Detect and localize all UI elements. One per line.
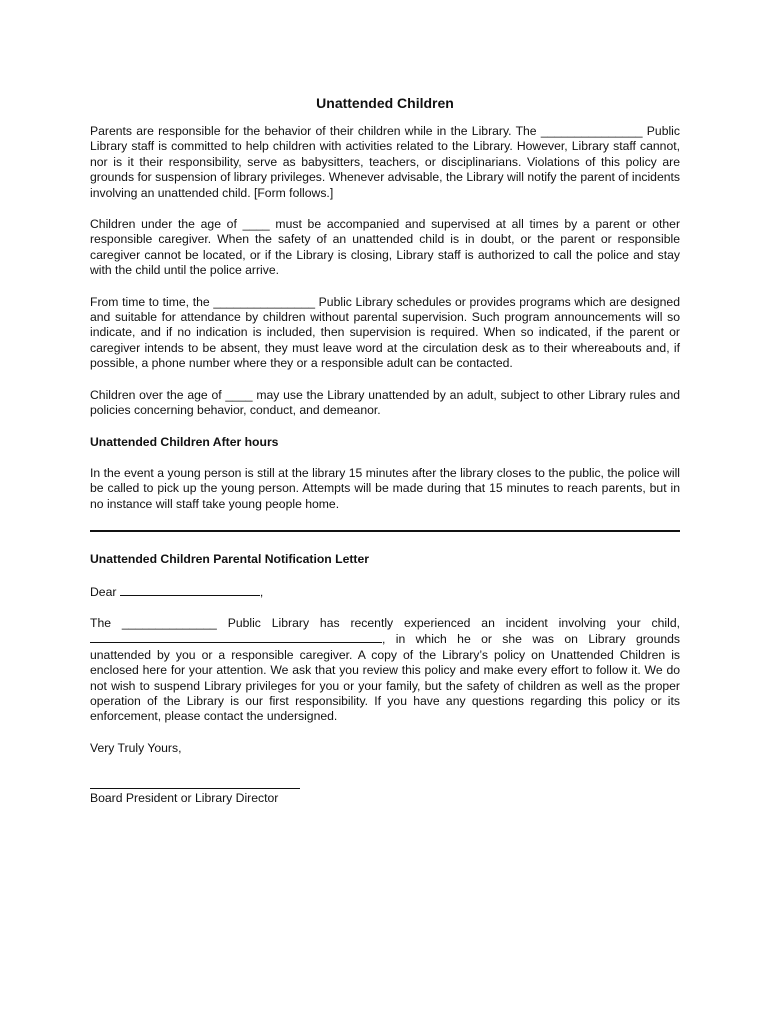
paragraph-text: must be accompanied and supervised at all times by a parent or other responsible caregiver. When the safety of an unattended child is in doubt, or the parent or responsible caregiver cannot be located, or if the Library is closing, Library staff is authorized to call the police and stay with the child until the police arrive.: [90, 217, 681, 278]
salutation-text: Dear: [90, 584, 117, 599]
section-heading-letter: Unattended Children Parental Notification Letter: [90, 552, 369, 567]
paragraph-text: Children under the age of: [90, 217, 237, 232]
document-title: Unattended Children: [316, 95, 454, 111]
salutation-line: [90, 584, 680, 600]
paragraph-text: Children over the age of: [90, 387, 222, 402]
signature-title: Board President or Library Director: [90, 791, 279, 806]
letter-body: [90, 616, 680, 725]
document-page: [90, 90, 680, 807]
age-blank[interactable]: ____: [242, 217, 270, 232]
paragraph-text: From time to time, the: [90, 294, 210, 309]
paragraph-age-supervision: [90, 217, 680, 279]
paragraph-text: may use the Library unattended by an adult, subject to other Library rules and policies concerning behavior, conduct, and demeanor.: [90, 387, 680, 418]
letter-text: Public Library has recently experienced an incident involving your child,: [227, 615, 680, 630]
library-name-blank[interactable]: ______________: [121, 615, 217, 630]
letter-text: The: [90, 615, 112, 630]
recipient-name-field[interactable]: [120, 584, 260, 596]
paragraph-programs: [90, 295, 680, 372]
closing-text: Very Truly Yours,: [90, 740, 182, 755]
paragraph-text: Public Library schedules or provides programs which are designed and suitable for attendance by children without parental supervision. Such program announcements will so indicate, and if no indication is included, then supervision is required. When so indicated, if the parent or caregiver intends to be absent, they must leave word at the circulation desk as to their whereabouts and, if possible, a phone number where they or a responsible adult can be contacted.: [90, 294, 680, 371]
section-heading-after-hours: Unattended Children After hours: [90, 434, 279, 449]
signature-line[interactable]: [90, 774, 300, 789]
library-name-blank[interactable]: _______________: [540, 124, 643, 138]
paragraph-over-age: [90, 388, 680, 419]
letter-text: , in which he or she was on Library grounds unattended by you or a responsible caregiver. A copy of the Library’s policy on Unattended Children is enclosed here for your attention. We ask that you review this policy and make every effort to follow it. We do not wish to suspend Library privileges for you or your family, but the safety of children as well as the proper operation of the Library is our first responsibility. If you have any questions regarding this policy or its enforcement, please contact the undersigned.: [90, 632, 680, 724]
child-name-field[interactable]: [90, 631, 382, 643]
age-blank[interactable]: ____: [225, 387, 253, 402]
section-divider: [90, 530, 680, 532]
paragraph-text: Public Library staff is committed to help children with activities related to the Library. However, Library staff cannot, nor is it their responsibility, serve as babysitters, teachers, or disciplinarians. Violations of this policy are grounds for suspension of library privileges. Whenever advisable, the Library will notify the parent of incidents involving an unattended child. [Form follows.]: [90, 124, 680, 200]
paragraph-after-hours: In the event a young person is still at the library 15 minutes after the library closes to the public, the police will be called to pick up the young person. Attempts will be made during that 15 minutes to reach parents, but in no instance will staff take young people home.: [90, 465, 680, 511]
library-name-blank[interactable]: _______________: [213, 294, 315, 309]
salutation-comma: ,: [259, 584, 264, 599]
paragraph-text: Parents are responsible for the behavior of their children while in the Library. The: [90, 124, 537, 138]
paragraph-parent-responsibility: [90, 124, 680, 201]
